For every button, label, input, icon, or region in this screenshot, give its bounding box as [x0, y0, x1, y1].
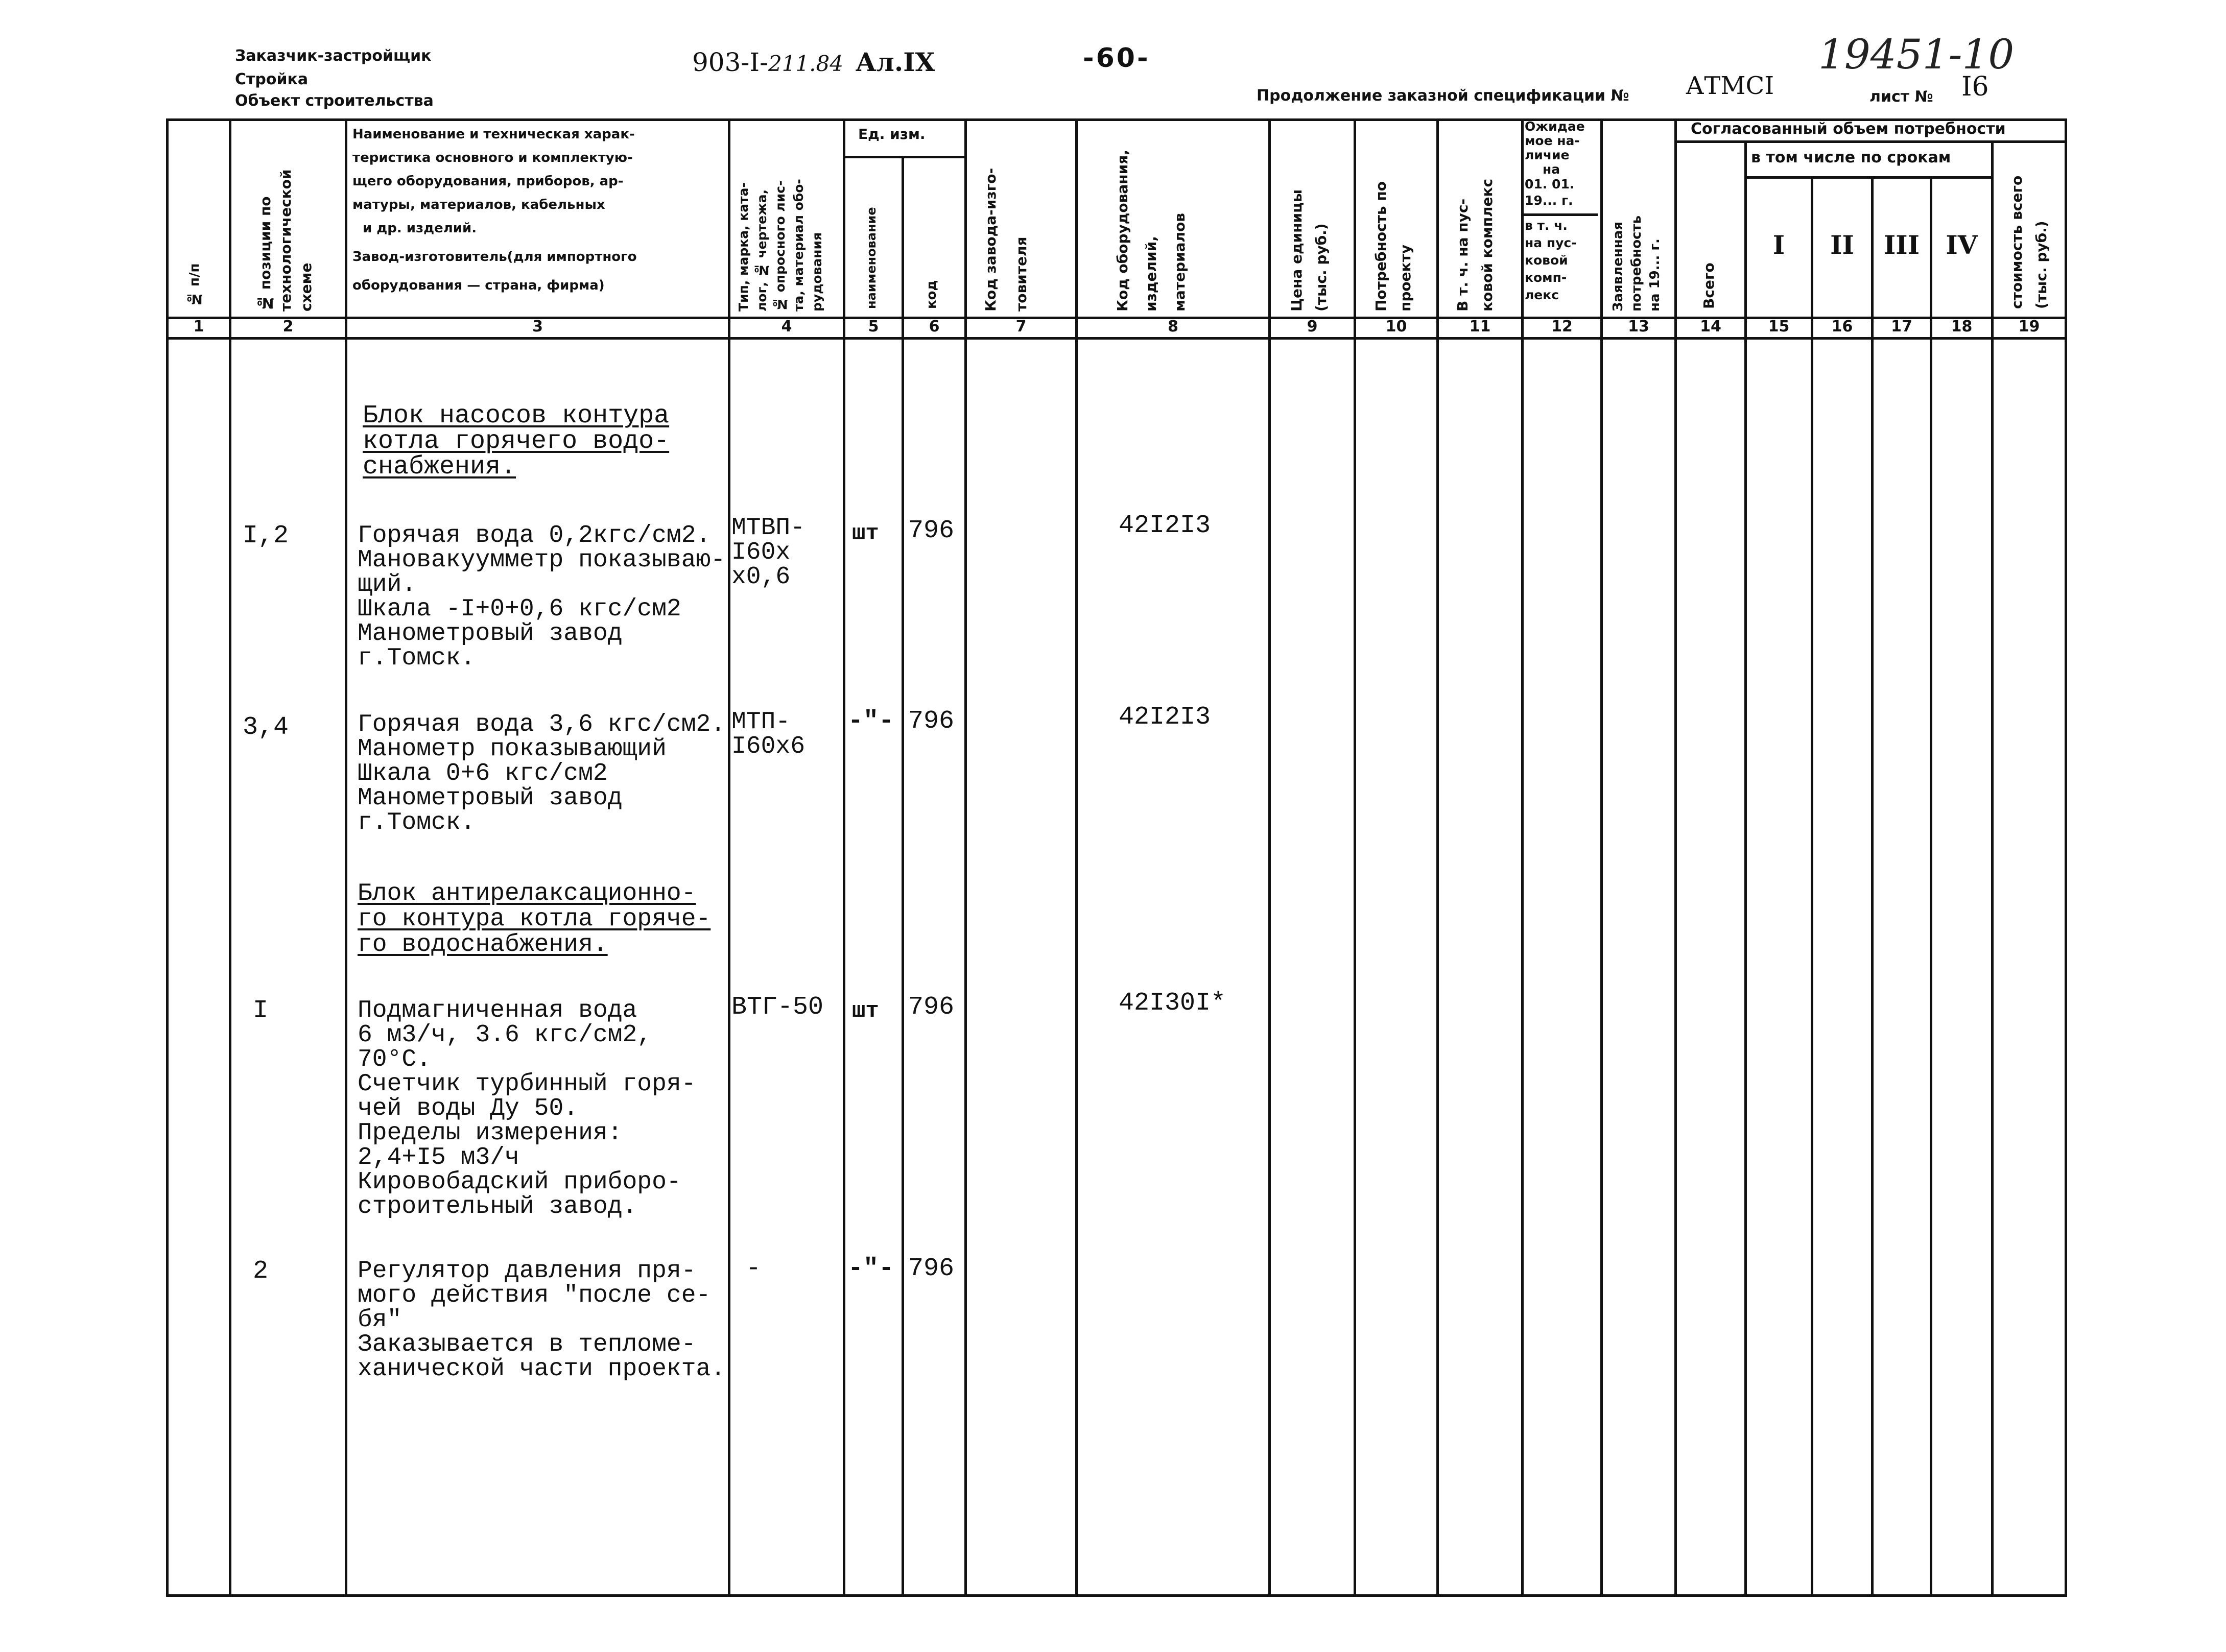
row-position: I: [253, 996, 269, 1025]
header-col-1: № п/п: [187, 263, 202, 306]
album-label: Ал.IX: [855, 47, 935, 77]
column-number: 18: [1951, 318, 1973, 336]
row-type: МТВП- I60x x0,6: [731, 514, 806, 591]
row-type: -: [746, 1254, 762, 1283]
row-unit: шт: [852, 998, 879, 1024]
col-border-4: [843, 118, 845, 1597]
row-unit-code: 796: [908, 516, 955, 545]
col-border-0: [166, 118, 169, 1597]
col-border-6: [964, 118, 967, 1597]
header-col-3-line: матуры, материалов, кабельных: [352, 197, 605, 212]
sheet-number: I6: [1961, 71, 1989, 102]
header-col-11: В т. ч. на пус- ковой комплекс: [1454, 178, 1496, 312]
column-number: 2: [282, 318, 294, 336]
header-col-3-line: оборудования — страна, фирма): [352, 278, 605, 293]
header-col-12-line: Ожидае: [1525, 119, 1585, 134]
header-col-7: Код завода-изго- товителя: [982, 167, 1030, 312]
col-border-5: [902, 156, 904, 1597]
header-agreed-group: Согласованный объем потребности: [1691, 120, 2006, 138]
header-col-5: наименование: [864, 207, 879, 309]
row-description: Горячая вода 0,2кгс/см2. Мановакуумметр показываю- щий. Шкала -I+0+0,6 кгс/см2 Манометровый завод г.Томск.: [358, 522, 726, 672]
header-col-12-line: в т. ч.: [1525, 218, 1568, 233]
column-number: 14: [1700, 318, 1721, 336]
col-border-10: [1436, 118, 1439, 1597]
row-description: Подмагниченная вода 6 м3/ч, 3.6 кгс/см2, 70°С. Счетчик турбинный горя- чей воды Ду 50. Пределы измерения: 2,4+I5 м3/ч Кировобадский приборо- строительный завод.: [358, 997, 696, 1220]
col-border-11: [1521, 118, 1524, 1597]
row-position: 2: [253, 1257, 269, 1286]
column-number: 7: [1015, 318, 1027, 336]
column-number: 1: [193, 318, 204, 336]
col-border-8: [1268, 118, 1271, 1597]
header-col-12-line: ковой: [1525, 253, 1568, 268]
column-number: 13: [1628, 318, 1649, 336]
header-col-16: II: [1830, 230, 1854, 260]
row-unit: -"-: [848, 707, 894, 736]
header-col-6: код: [924, 280, 939, 309]
header-col-3-line: теристика основного и комплектую-: [352, 150, 633, 165]
column-number: 8: [1168, 318, 1178, 336]
page-number: -60-: [1083, 43, 1150, 74]
header-col-8: Код оборудования, изделий, материалов: [1114, 150, 1188, 312]
section-heading: Блок антирелаксационно- го контура котла горяче- го водоснабжения.: [358, 880, 711, 959]
row-equipment-code: 42I2I3: [1119, 511, 1211, 540]
agreed-group-line: [1676, 140, 2067, 143]
column-number: 9: [1307, 318, 1318, 336]
column-number: 5: [868, 318, 879, 336]
header-col-12-line: 19... г.: [1525, 193, 1573, 208]
col-border-19: [2065, 118, 2067, 1597]
header-col-13: Заявленная потребность на 19... г.: [1611, 215, 1663, 312]
project-code-prefix: 903-I-: [692, 47, 768, 77]
header-col-12-line: мое на-: [1525, 133, 1580, 148]
column-number: 17: [1891, 318, 1912, 336]
header-terms-group: в том числе по срокам: [1751, 149, 1951, 166]
section-heading: Блок насосов контура котла горячего водо- снабжения.: [363, 401, 670, 482]
row-unit: -"-: [848, 1254, 894, 1283]
header-col-3-line: щего оборудования, приборов, ар-: [352, 174, 624, 189]
header-col-12-line: 01. 01.: [1525, 177, 1575, 191]
header-col-12-line: на: [1543, 162, 1560, 177]
col-border-14: [1744, 140, 1747, 1597]
col-border-1: [229, 118, 231, 1597]
col-border-3: [728, 118, 730, 1597]
col-border-12: [1600, 118, 1603, 1597]
column-number: 3: [532, 318, 543, 336]
header-col-10: Потребность по проекту: [1372, 181, 1414, 312]
header-col-4: Тип, марка, ката- лог, № чертежа, № опросного лис- та, материал обо- рудования: [736, 179, 824, 312]
spec-label: Продолжение заказной спецификации №: [1257, 87, 1629, 105]
header-col-12-line: комп-: [1525, 270, 1567, 285]
col-border-9: [1354, 118, 1356, 1597]
column-number-line: [166, 337, 2067, 340]
row-position: I,2: [243, 521, 289, 550]
header-col-3-line: и др. изделий.: [363, 221, 477, 236]
col-border-15: [1811, 176, 1813, 1597]
site-label: Стройка: [235, 70, 309, 88]
column-number: 10: [1385, 318, 1407, 336]
row-unit-code: 796: [908, 993, 955, 1022]
column-number: 12: [1551, 318, 1573, 336]
col-border-17: [1930, 176, 1932, 1597]
row-description: Горячая вода 3,6 кгс/см2. Манометр показывающий Шкала 0+6 кгс/см2 Манометровый завод г.Томск.: [358, 711, 726, 836]
customer-label: Заказчик-застройщик: [235, 47, 432, 65]
row-unit-code: 796: [908, 707, 955, 736]
doc-number-handwritten: 19451-10: [1818, 31, 2015, 78]
row-type: МТП- I60x6: [731, 708, 806, 760]
row-unit-code: 796: [908, 1254, 955, 1283]
column-number: 19: [2018, 318, 2040, 336]
sheet-label: лист №: [1869, 88, 1933, 106]
column-number: 16: [1831, 318, 1853, 336]
spec-number: АТМСI: [1686, 71, 1774, 100]
header-col-18: IV: [1946, 230, 1978, 260]
col-border-7: [1075, 118, 1078, 1597]
col-border-13: [1674, 118, 1677, 1597]
col-border-2: [345, 118, 347, 1597]
expected-split-line: [1524, 213, 1598, 216]
header-col-19: стоимость всего (тыс. руб.): [2008, 175, 2050, 309]
column-number: 6: [929, 318, 940, 336]
header-col-3-line: Завод-изготовитель(для импортного: [352, 249, 637, 265]
row-type: ВТГ-50: [731, 993, 824, 1022]
table-bottom-line: [166, 1594, 2067, 1597]
header-col-2: № позиции по технологической схеме: [257, 169, 315, 312]
header-unit-group: Ед. изм.: [858, 126, 926, 142]
col-border-16: [1871, 176, 1874, 1597]
header-col-3-line: Наименование и техническая харак-: [352, 127, 635, 142]
column-number: 4: [781, 318, 792, 336]
row-equipment-code: 42I30I*: [1119, 989, 1226, 1018]
column-number: 15: [1768, 318, 1790, 336]
header-col-12-line: на пус-: [1525, 235, 1577, 250]
header-col-17: III: [1883, 230, 1920, 260]
column-number: 11: [1469, 318, 1491, 336]
unit-group-line: [843, 156, 965, 158]
row-position: 3,4: [243, 713, 289, 742]
header-col-15: I: [1772, 230, 1785, 260]
col-border-18: [1991, 140, 1994, 1597]
row-description: Регулятор давления пря- мого действия "после се- бя" Заказывается в тепломе- ханической части проекта.: [358, 1257, 726, 1383]
header-col-14: Всего: [1700, 262, 1717, 309]
object-label: Объект строительства: [235, 92, 434, 110]
header-col-9: Цена единицы (тыс. руб.): [1288, 189, 1330, 312]
row-unit: шт: [852, 521, 879, 546]
project-code-handwritten: 211.84: [768, 51, 843, 76]
header-col-12-line: личие: [1525, 148, 1570, 162]
header-col-12-line: лекс: [1525, 288, 1559, 302]
terms-group-line: [1746, 176, 1993, 179]
row-equipment-code: 42I2I3: [1119, 703, 1211, 732]
project-code: [692, 47, 935, 77]
